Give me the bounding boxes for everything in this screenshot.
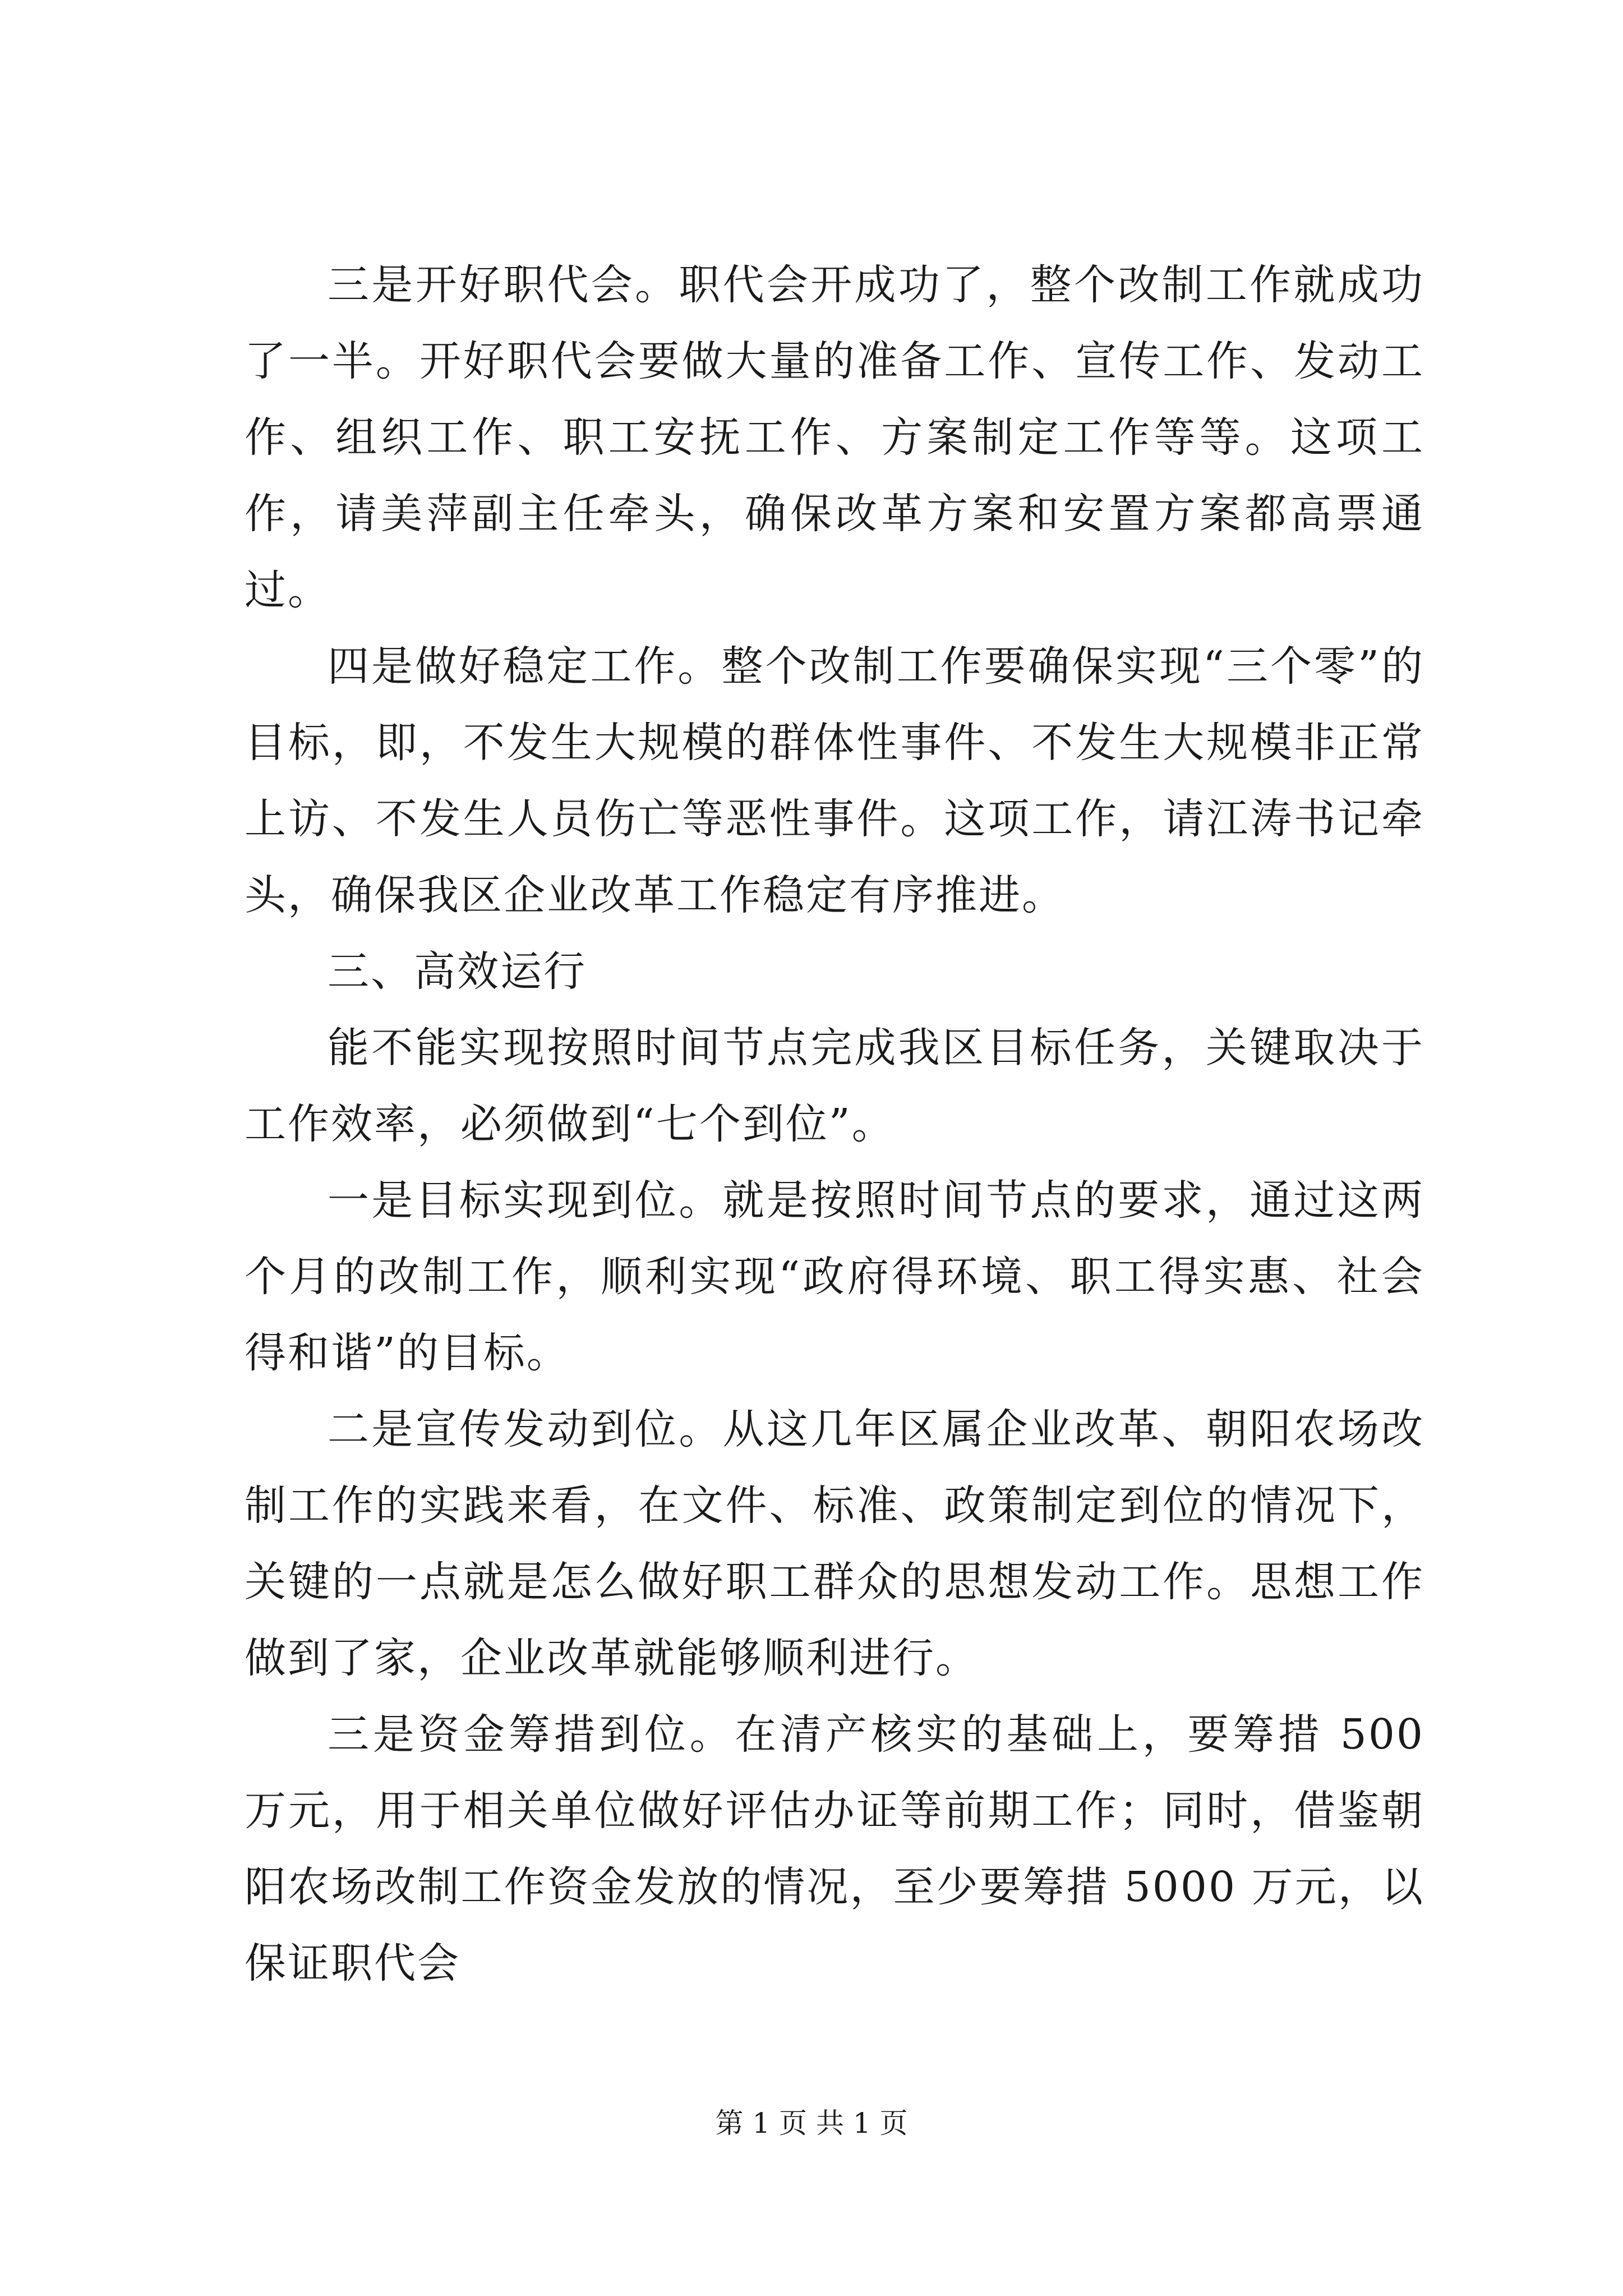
paragraph-6: 三是资金筹措到位。在清产核实的基础上，要筹措 500 万元，用于相关单位做好评估办证等前期工作；同时，借鉴朝阳农场改制工作资金发放的情况，至少要筹措 5000 万元，以保证职代会 (245, 1710, 1424, 1987)
paragraph-2: 四是做好稳定工作。整个改制工作要确保实现“三个零”的目标，即，不发生大规模的群体性事件、不发生大规模非正常上访、不发生人员伤亡等恶性事件。这项工作，请江涛书记牵头，确保我区企业改革工作稳定有序推进。 (245, 642, 1424, 919)
page-number: 第 1 页 共 1 页 (715, 2107, 908, 2139)
paragraph-1: 三是开好职代会。职代会开成功了，整个改制工作就成功了一半。开好职代会要做大量的准备工作、宣传工作、发动工作、组织工作、职工安抚工作、方案制定工作等等。这项工作，请美萍副主任牵头，确保改革方案和安置方案都高票通过。 (245, 261, 1424, 614)
paragraph-4: 一是目标实现到位。就是按照时间节点的要求，通过这两个月的改制工作，顺利实现“政府得环境、职工得实惠、社会得和谐”的目标。 (245, 1176, 1424, 1377)
page-footer (0, 2104, 1623, 2143)
document-body (245, 247, 1424, 2001)
paragraph-5: 二是宣传发动到位。从这几年区属企业改革、朝阳农场改制工作的实践来看，在文件、标准、政策制定到位的情况下，关键的一点就是怎么做好职工群众的思想发动工作。思想工作做到了家，企业改革就能够顺利进行。 (245, 1405, 1424, 1682)
paragraph-3: 能不能实现按照时间节点完成我区目标任务，关键取决于工作效率，必须做到“七个到位”。 (245, 1024, 1424, 1148)
section-heading: 三、高效运行 (328, 947, 587, 996)
